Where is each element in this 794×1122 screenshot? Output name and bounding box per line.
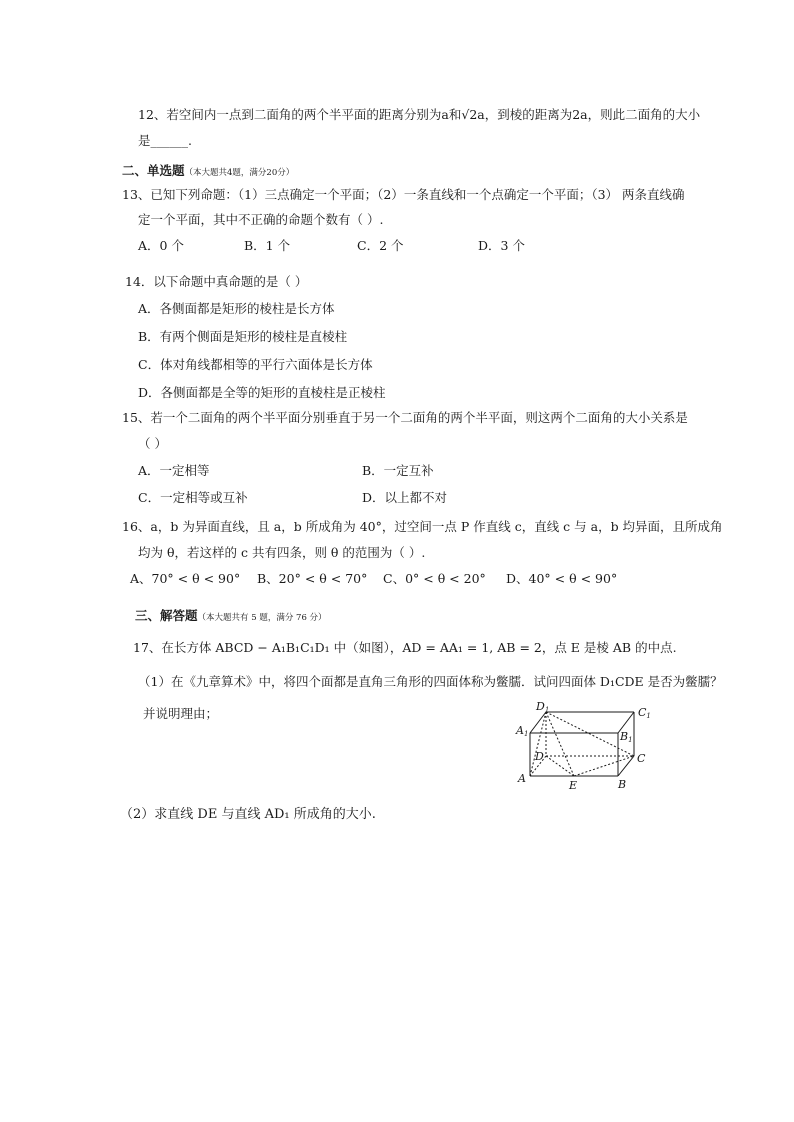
q16-option-c: C、0° < θ < 20° xyxy=(383,571,486,586)
q14-option-a: A．各侧面都是矩形的棱柱是长方体 xyxy=(138,301,335,316)
q15-line2: （ ） xyxy=(138,436,167,451)
label-c1: C1 xyxy=(638,706,651,720)
q15-option-a: A．一定相等 xyxy=(138,463,210,478)
segment-e-c xyxy=(574,756,634,776)
label-c: C xyxy=(637,752,646,765)
label-a1: A1 xyxy=(516,724,529,738)
section2-note: （本大题共4题，满分20分） xyxy=(184,168,295,178)
q17-stem: 17、在长方体 ABCD − A₁B₁C₁D₁ 中（如图），AD = AA₁ = 1, AB = 2，点 E 是棱 AB 的中点. xyxy=(133,640,677,655)
q14-option-b: B．有两个侧面是矩形的棱柱是直棱柱 xyxy=(138,329,348,344)
q17-part1-line2: 并说明理由； xyxy=(143,706,219,721)
q14-option-c: C．体对角线都相等的平行六面体是长方体 xyxy=(138,357,373,372)
section3-note: （本大题共有 5 题，满分 76 分） xyxy=(197,613,327,623)
q16-option-a: A、70° < θ < 90° xyxy=(130,571,241,586)
q17-part1-line1: （1）在《九章算术》中，将四个面都是直角三角形的四面体称为鳖臑．试问四面体 D₁CDE 是否为鳖臑？ xyxy=(138,674,723,689)
q13-line1: 13、已知下列命题：（1）三点确定一个平面；（2）一条直线和一个点确定一个平面；（3） 两条直线确 xyxy=(122,187,685,202)
section3-title: 三、解答题 xyxy=(135,608,198,623)
label-d1: D1 xyxy=(536,700,550,714)
edge-a1-d1 xyxy=(530,712,546,733)
q13-line2: 定一个平面，其中不正确的命题个数有（ ）. xyxy=(138,212,384,227)
segment-d-e xyxy=(546,756,574,776)
section3-heading xyxy=(135,608,327,626)
q15-line1: 15、若一个二面角的两个半平面分别垂直于另一个二面角的两个半平面，则这两个二面角的大小关系是 xyxy=(122,410,688,425)
q16-line1: 16、a，b 为异面直线，且 a，b 所成角为 40°，过空间一点 P 作直线 c，直线 c 与 a，b 均异面，且所成角 xyxy=(122,519,723,534)
label-d: D xyxy=(535,750,544,763)
q12-line1: 12、若空间内一点到二面角的两个半平面的距离分别为a和√2a，到棱的距离为2a，则此二面角的大小 xyxy=(138,107,701,122)
q13-option-d: D．3 个 xyxy=(478,238,525,253)
q12-line2: 是______. xyxy=(138,133,192,148)
q14-option-d: D．各侧面都是全等的矩形的直棱柱是正棱柱 xyxy=(138,385,386,400)
cuboid-figure xyxy=(510,700,660,795)
q16-option-b: B、20° < θ < 70° xyxy=(257,571,368,586)
q13-option-a: A．0 个 xyxy=(138,238,184,253)
section2-heading xyxy=(122,163,294,181)
q13-option-b: B．1 个 xyxy=(244,238,291,253)
q14-stem: 14．以下命题中真命题的是（ ） xyxy=(125,274,308,289)
label-a: A xyxy=(518,772,526,785)
label-b1: B1 xyxy=(620,730,633,744)
q15-option-b: B．一定互补 xyxy=(362,463,434,478)
q17-part2: （2）求直线 DE 与直线 AD₁ 所成角的大小. xyxy=(120,807,376,822)
q16-line2: 均为 θ，若这样的 c 共有四条，则 θ 的范围为（ ）. xyxy=(138,545,426,560)
section2-title: 二、单选题 xyxy=(122,163,185,178)
q16-option-d: D、40° < θ < 90° xyxy=(506,571,618,586)
label-e: E xyxy=(569,779,578,792)
q15-option-d: D．以上都不对 xyxy=(362,490,448,505)
q15-option-c: C．一定相等或互补 xyxy=(138,490,248,505)
edge-c-b xyxy=(618,756,634,776)
label-b: B xyxy=(618,778,627,791)
q13-option-c: C．2 个 xyxy=(357,238,404,253)
